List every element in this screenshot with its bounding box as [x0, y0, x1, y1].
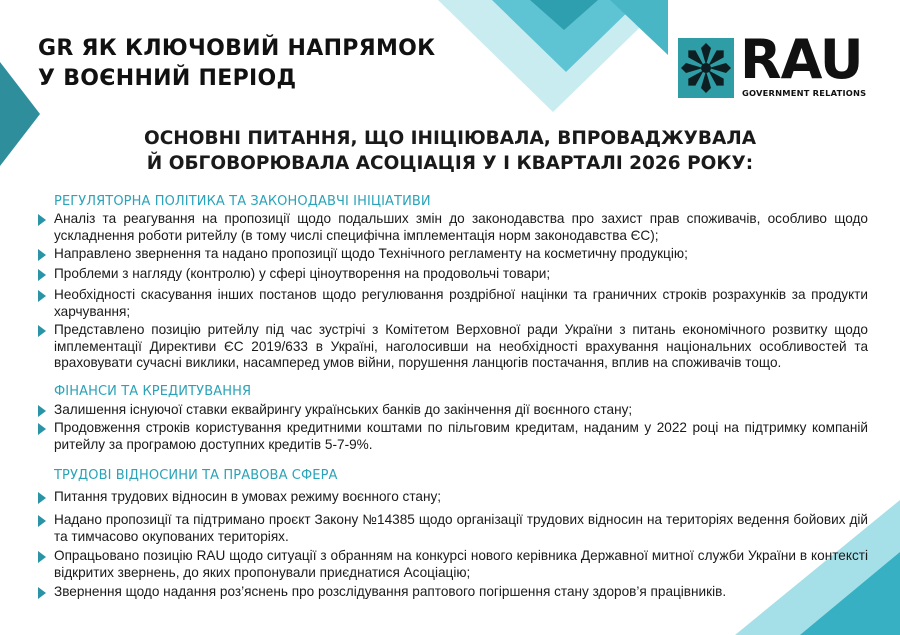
list-item-text: Проблеми з нагляду (контролю) у сфері ціноутворення на продовольчі товари; — [54, 266, 551, 281]
list-item — [38, 287, 868, 320]
list-item-text: Надано пропозиції та підтримано проєкт Закону №14385 щодо організації трудових відносин на територіях ведення бойових дій та тимчасово окупованих територіях. — [54, 512, 868, 544]
list-item — [38, 420, 868, 453]
bullet-triangle-icon — [38, 587, 46, 599]
main-title-line2: У ВОЄННИЙ ПЕРІОД — [38, 66, 297, 91]
bullet-triangle-icon — [38, 515, 46, 527]
logo-wordmark: RAU — [740, 28, 863, 91]
list-item-text: Питання трудових відносин в умовах режиму воєнного стану; — [54, 489, 442, 504]
section-heading-labor: ТРУДОВІ ВІДНОСИНИ ТА ПРАВОВА СФЕРА — [54, 468, 338, 483]
bullet-triangle-icon — [38, 290, 46, 302]
bullet-triangle-icon — [38, 269, 46, 281]
snowflake-star-icon — [678, 38, 734, 98]
list-item — [38, 322, 868, 372]
section-heading-finance: ФІНАНСИ ТА КРЕДИТУВАННЯ — [54, 384, 252, 399]
bullet-triangle-icon — [38, 405, 46, 417]
list-item — [38, 402, 868, 419]
bullet-triangle-icon — [38, 492, 46, 504]
list-item — [38, 489, 868, 506]
list-item-text: Направлено звернення та надано пропозиції щодо Технічного регламенту на косметичну продукцію; — [54, 246, 688, 261]
list-item-text: Представлено позицію ритейлу під час зустрічі з Комітетом Верховної ради України з питань економічного розвитку щодо імплементації Директиви ЄС 2019/633 в Україні, наголосивши на необхідності врахування національних особливостей та враховувати сучасні виклики, насамперед умов війни, порушення ланцюгів постачання, вплив на споживачів тощо. — [54, 322, 868, 370]
bullet-triangle-icon — [38, 249, 46, 261]
logo-tagline: GOVERNMENT RELATIONS — [742, 88, 867, 98]
list-item-text: Аналіз та реагування на пропозиції щодо подальших змін до законодавства про захист прав споживачів, особливо щодо ускладнення роботи ритейлу (в тому числі специфічна імплементація норм законодавства ЄС); — [54, 211, 868, 243]
bullet-triangle-icon — [38, 325, 46, 337]
bullet-triangle-icon — [38, 423, 46, 435]
list-item-text: Необхідності скасування інших постанов щодо регулювання роздрібної націнки та граничних строків розрахунків за продукти харчування; — [54, 287, 868, 319]
list-item — [38, 266, 868, 283]
list-item — [38, 246, 868, 263]
logo-emblem — [678, 38, 734, 98]
main-title — [38, 34, 435, 94]
triangle-left — [0, 62, 40, 166]
bullet-triangle-icon — [38, 551, 46, 563]
bullet-triangle-icon — [38, 214, 46, 226]
subtitle — [100, 126, 800, 176]
main-title-line1: GR ЯК КЛЮЧОВИЙ НАПРЯМОК — [38, 36, 436, 61]
list-item — [38, 548, 868, 581]
list-item — [38, 584, 868, 601]
subtitle-line2: Й ОБГОВОРЮВАЛА АСОЦІАЦІЯ У I КВАРТАЛІ 2026 РОКУ: — [146, 153, 754, 174]
section-heading-regulatory: РЕГУЛЯТОРНА ПОЛІТИКА ТА ЗАКОНОДАВЧІ ІНІЦІАТИВИ — [54, 194, 431, 209]
list-item — [38, 211, 868, 244]
list-item-text: Звернення щодо надання роз’яснень про розслідування раптового погіршення стану здоров’я працівників. — [54, 584, 727, 599]
list-item — [38, 512, 868, 545]
rau-logo — [678, 28, 868, 100]
list-item-text: Опрацьовано позицію RAU щодо ситуації з обранням на конкурсі нового керівника Державної митної служби України в контексті відкритих звернень, до яких пропонували приєднатися Асоціацію; — [54, 548, 868, 580]
list-item-text: Залишення існуючої ставки еквайрингу українських банків до закінчення дії воєнного стану; — [54, 402, 633, 417]
list-item-text: Продовження строків користування кредитними коштами по пільговим кредитам, наданим у 2022 році на підтримку компаній ритейлу за програмою доступних кредитів 5-7-9%. — [54, 420, 868, 452]
subtitle-line1: ОСНОВНІ ПИТАННЯ, ЩО ІНІЦІЮВАЛА, ВПРОВАДЖУВАЛА — [143, 128, 757, 149]
